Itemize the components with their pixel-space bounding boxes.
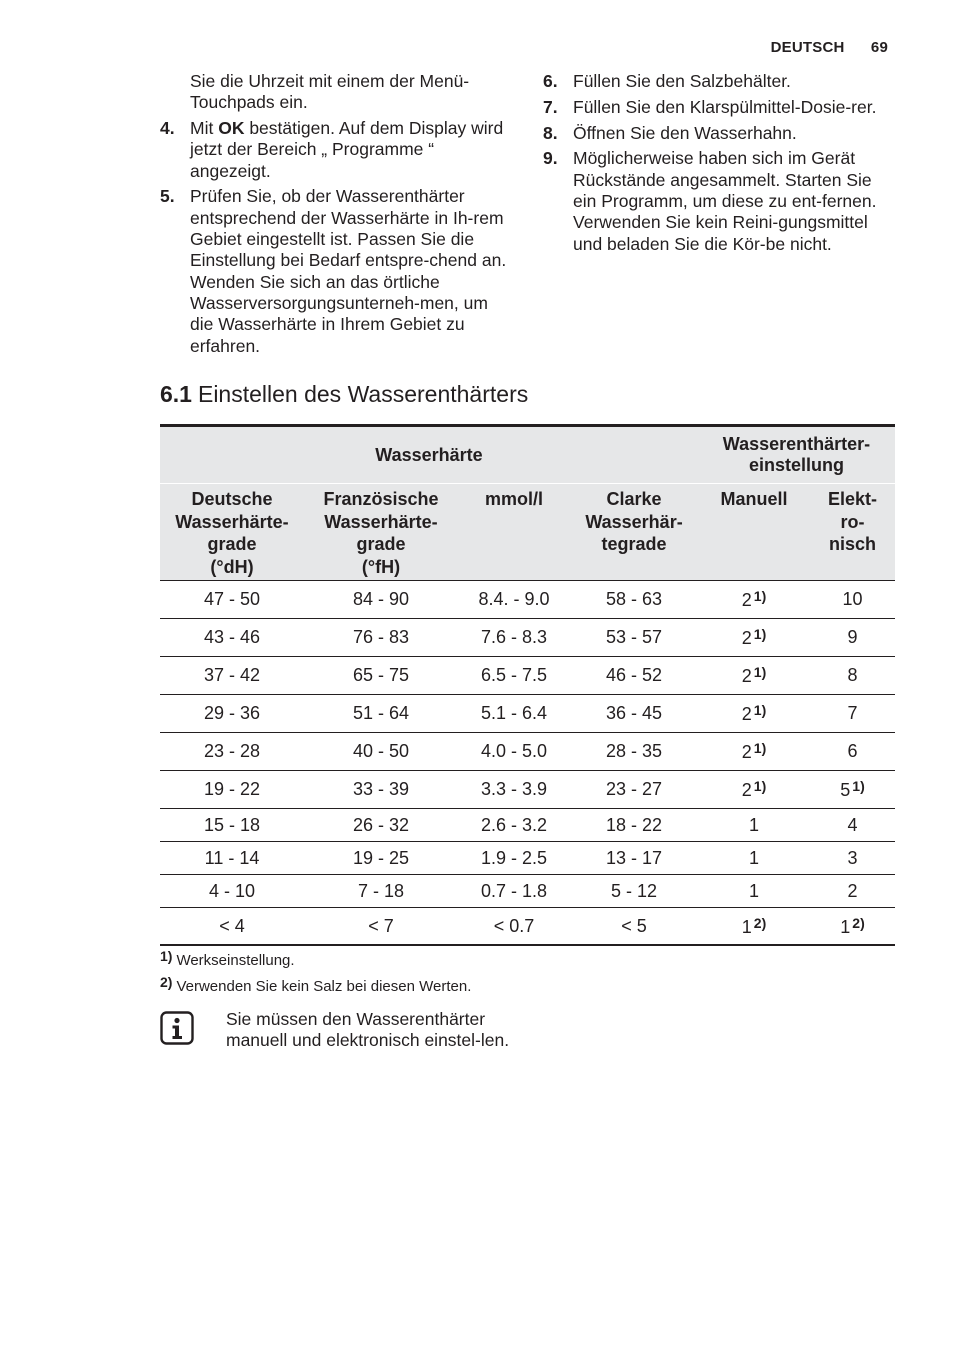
section-heading — [160, 381, 528, 408]
table-cell: 53 - 57 — [570, 619, 698, 657]
cell-value: 5 — [840, 780, 851, 800]
footnote-ref: 1) — [753, 778, 767, 794]
cell-value: 2 — [847, 880, 858, 901]
table-cell — [810, 695, 895, 733]
table-cell — [698, 875, 810, 908]
column-header: Clarke Wasserhär- tegrade — [570, 484, 698, 581]
cell-value: 2 — [741, 704, 752, 724]
table-row — [160, 908, 895, 946]
step-number: 4. — [160, 118, 175, 139]
table-cell: 3.3 - 3.9 — [458, 771, 570, 809]
step-4 — [160, 118, 515, 182]
ok-keyword: OK — [218, 118, 245, 139]
table-cell — [810, 875, 895, 908]
table-cell — [698, 695, 810, 733]
table-cell — [698, 842, 810, 875]
cell-value: 2 — [741, 590, 752, 610]
table-row — [160, 695, 895, 733]
table-cell — [698, 619, 810, 657]
table-row — [160, 842, 895, 875]
step-6 — [543, 71, 898, 92]
step-text: Möglicherweise haben sich im Gerät Rückstände angesammelt. Starten Sie ein Programm, um diese zu ent-fernen. Verwenden Sie kein Reini-gungsmittel und beladen Sie die Kör-be nicht. — [573, 148, 877, 254]
cell-value: 7 — [847, 703, 858, 723]
step-9 — [543, 148, 898, 254]
table-cell: 65 - 75 — [304, 657, 458, 695]
cell-value: 1 — [748, 880, 759, 901]
table-cell: 46 - 52 — [570, 657, 698, 695]
footnote-ref: 2) — [753, 914, 767, 931]
table-cell: 13 - 17 — [570, 842, 698, 875]
table-cell — [810, 619, 895, 657]
table-cell: 8.4. - 9.0 — [458, 581, 570, 619]
column-header: mmol/l — [458, 484, 570, 581]
table-cell — [698, 581, 810, 619]
table-row — [160, 733, 895, 771]
cell-value: 8 — [847, 665, 858, 685]
table-cell: 4.0 - 5.0 — [458, 733, 570, 771]
column-header: Französische Wasserhärte- grade (°fH) — [304, 484, 458, 581]
table-cell: 47 - 50 — [160, 581, 304, 619]
cell-value: 1 — [840, 916, 851, 937]
footnote-text: Werkseinstellung. — [176, 952, 295, 969]
table-cell: 37 - 42 — [160, 657, 304, 695]
footnote-text: Verwenden Sie kein Salz bei diesen Werten. — [176, 978, 472, 995]
cell-value: 2 — [741, 780, 752, 800]
footnote-ref: 1) — [852, 778, 865, 794]
table-row — [160, 657, 895, 695]
column-header: Elekt- ro- nisch — [810, 484, 895, 581]
table-cell: 23 - 28 — [160, 733, 304, 771]
table-cell: 0.7 - 1.8 — [458, 875, 570, 908]
cell-value: 2 — [741, 742, 752, 762]
page-header — [749, 39, 888, 56]
continuation-text: Sie die Uhrzeit mit einem der Menü- Touchpads ein. — [190, 71, 470, 113]
step-text: bestätigen. Auf dem Display wird jetzt der Bereich „ Programme “ angezeigt. — [190, 118, 504, 181]
table-cell: 33 - 39 — [304, 771, 458, 809]
step-text: Prüfen Sie, ob der Wasserenthärter entsprechend der Wasserhärte in Ih-rem Gebiet eingestellt ist. Passen Sie die Einstellung bei Bedarf entspre-chend an. Wenden Sie sich an das örtliche Wasserversorgungsunterneh-men, um die Wasserhärte in Ihrem Gebiet zu erfahren. — [190, 186, 507, 356]
cell-value: 1 — [748, 814, 759, 835]
table-cell: < 0.7 — [458, 908, 570, 946]
table-cell: 7.6 - 8.3 — [458, 619, 570, 657]
table-cell: 19 - 22 — [160, 771, 304, 809]
table-cell: 58 - 63 — [570, 581, 698, 619]
table-cell — [698, 771, 810, 809]
table-cell: 4 - 10 — [160, 875, 304, 908]
table-row — [160, 875, 895, 908]
step-8 — [543, 123, 898, 144]
step-text: Füllen Sie den Salzbehälter. — [573, 71, 791, 91]
table-cell: < 7 — [304, 908, 458, 946]
table-cell — [810, 771, 895, 809]
cell-value: 6 — [847, 741, 858, 761]
table-row — [160, 771, 895, 809]
table-cell: 40 - 50 — [304, 733, 458, 771]
step-text: Füllen Sie den Klarspülmittel-Dosie-rer. — [573, 96, 877, 117]
table-row — [160, 809, 895, 842]
column-header: Deutsche Wasserhärte- grade (°dH) — [160, 484, 304, 581]
table-cell: 18 - 22 — [570, 809, 698, 842]
step-number: 5. — [160, 186, 175, 207]
table-row — [160, 619, 895, 657]
water-hardness-table — [160, 424, 895, 946]
table-cell: < 4 — [160, 908, 304, 946]
group-header-hardness: Wasserhärte — [160, 426, 698, 484]
table-cell — [698, 733, 810, 771]
table-cell — [810, 842, 895, 875]
cell-value: 2 — [741, 628, 752, 648]
step-5 — [160, 186, 515, 356]
column-header: Manuell — [698, 484, 810, 581]
table-cell — [810, 581, 895, 619]
cell-value: 1 — [741, 916, 752, 937]
cell-value: 9 — [847, 627, 858, 647]
table-cell — [698, 908, 810, 946]
group-header-setting: Wasserenthärter- einstellung — [698, 426, 895, 484]
step-number: 9. — [543, 148, 558, 169]
cell-value: 3 — [847, 847, 858, 868]
right-column — [543, 71, 898, 259]
step-text: Öffnen Sie den Wasserhahn. — [573, 122, 797, 143]
left-column — [160, 71, 515, 361]
table-row — [160, 581, 895, 619]
table-cell: 29 - 36 — [160, 695, 304, 733]
step-text: Mit — [190, 118, 219, 139]
page-number: 69 — [870, 39, 888, 56]
table-cell: 84 - 90 — [304, 581, 458, 619]
table-cell — [698, 657, 810, 695]
cell-value: 4 — [847, 814, 858, 835]
table-cell: 19 - 25 — [304, 842, 458, 875]
table-cell: 5.1 - 6.4 — [458, 695, 570, 733]
cell-value: 1 — [748, 847, 759, 868]
table-cell — [810, 657, 895, 695]
footnote-ref: 1) — [753, 702, 767, 718]
footnote-mark: 1) — [160, 948, 173, 964]
table-cell: 51 - 64 — [304, 695, 458, 733]
step-7 — [543, 97, 898, 118]
table-cell — [698, 809, 810, 842]
info-icon — [160, 1011, 194, 1045]
table-cell: 11 - 14 — [160, 842, 304, 875]
footnote-2 — [160, 974, 472, 995]
footnote-mark: 2) — [160, 974, 173, 990]
table-cell — [810, 733, 895, 771]
cell-value: 10 — [842, 589, 863, 609]
step-number: 6. — [543, 71, 558, 91]
section-number: 6.1 — [160, 381, 192, 407]
footnote-ref: 2) — [852, 914, 865, 931]
table-cell: 43 - 46 — [160, 619, 304, 657]
footnote-ref: 1) — [753, 740, 767, 756]
table-cell: 26 - 32 — [304, 809, 458, 842]
step-number: 7. — [543, 96, 558, 117]
footnote-ref: 1) — [753, 588, 767, 604]
header-language: DEUTSCH — [770, 39, 845, 56]
table-cell — [810, 809, 895, 842]
note-text: Sie müssen den Wasserenthärter manuell und elektronisch einstel-len. — [226, 1009, 510, 1051]
section-title: Einstellen des Wasserenthärters — [197, 381, 529, 407]
table-cell: 76 - 83 — [304, 619, 458, 657]
table-cell — [810, 908, 895, 946]
footnote-ref: 1) — [753, 626, 767, 642]
table-cell: 6.5 - 7.5 — [458, 657, 570, 695]
cell-value: 2 — [741, 666, 752, 686]
footnote-1 — [160, 948, 295, 969]
table-cell: 15 - 18 — [160, 809, 304, 842]
footnote-ref: 1) — [753, 664, 767, 680]
table-cell: 1.9 - 2.5 — [458, 842, 570, 875]
table-cell: 36 - 45 — [570, 695, 698, 733]
step-number: 8. — [543, 122, 558, 143]
table-cell: 2.6 - 3.2 — [458, 809, 570, 842]
table-cell: 5 - 12 — [570, 875, 698, 908]
table-cell: 7 - 18 — [304, 875, 458, 908]
table-cell: < 5 — [570, 908, 698, 946]
table-cell: 28 - 35 — [570, 733, 698, 771]
table-cell: 23 - 27 — [570, 771, 698, 809]
